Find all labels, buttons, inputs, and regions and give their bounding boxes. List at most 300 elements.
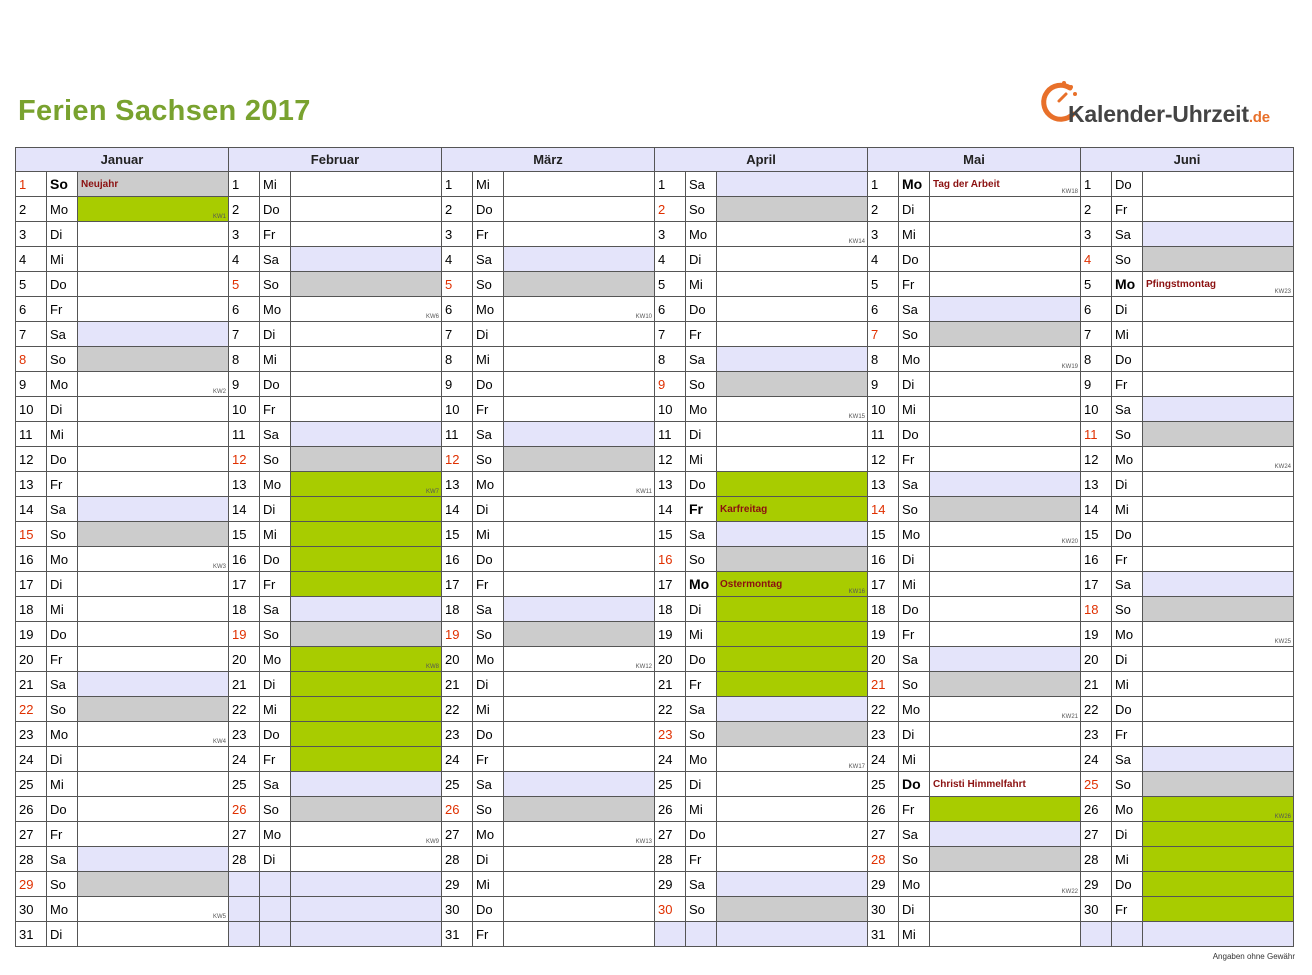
day-number: 22 — [868, 697, 899, 722]
day-number: 19 — [655, 622, 686, 647]
day-number: 14 — [16, 497, 47, 522]
day-row — [16, 747, 1294, 772]
weekday: Di — [47, 397, 78, 422]
day-number: 28 — [1081, 847, 1112, 872]
weekday: Fr — [899, 622, 930, 647]
day-note — [1143, 822, 1294, 847]
day-number: 14 — [655, 497, 686, 522]
day-note — [504, 722, 655, 747]
logo-tld: .de — [1248, 109, 1270, 126]
weekday: So — [899, 322, 930, 347]
day-number: 1 — [868, 172, 899, 197]
empty-cell — [1112, 922, 1143, 947]
day-number: 23 — [1081, 722, 1112, 747]
holiday-name: Karfreitag — [720, 503, 768, 515]
weekday: Sa — [686, 697, 717, 722]
day-note — [78, 822, 229, 847]
day-note — [717, 372, 868, 397]
weekday: Mo — [260, 822, 291, 847]
weekday: Sa — [473, 772, 504, 797]
weekday: Fr — [686, 497, 717, 522]
day-note — [1143, 747, 1294, 772]
day-note — [717, 897, 868, 922]
day-note — [717, 597, 868, 622]
day-note — [930, 497, 1081, 522]
day-note — [930, 772, 1081, 797]
day-number: 3 — [1081, 222, 1112, 247]
weekday: Di — [260, 847, 291, 872]
weekday: Mo — [1112, 797, 1143, 822]
day-number: 7 — [868, 322, 899, 347]
day-note — [504, 297, 655, 322]
day-note — [504, 922, 655, 947]
week-number: KW23 — [1274, 289, 1291, 295]
day-note — [1143, 672, 1294, 697]
day-number: 1 — [1081, 172, 1112, 197]
week-number: KW25 — [1274, 639, 1291, 645]
day-number: 16 — [655, 547, 686, 572]
day-note — [78, 772, 229, 797]
weekday: Di — [686, 422, 717, 447]
day-note — [291, 672, 442, 697]
weekday: Di — [686, 772, 717, 797]
day-number: 10 — [16, 397, 47, 422]
day-note — [717, 547, 868, 572]
day-number: 20 — [442, 647, 473, 672]
day-note — [291, 497, 442, 522]
day-row — [16, 247, 1294, 272]
day-note — [504, 397, 655, 422]
weekday: Do — [1112, 697, 1143, 722]
day-number: 6 — [868, 297, 899, 322]
weekday: Do — [1112, 172, 1143, 197]
empty-cell — [1143, 922, 1294, 947]
day-number: 13 — [16, 472, 47, 497]
weekday: So — [473, 797, 504, 822]
weekday: Di — [260, 672, 291, 697]
day-number: 16 — [229, 547, 260, 572]
day-number: 26 — [655, 797, 686, 822]
day-note — [504, 647, 655, 672]
weekday: Fr — [473, 222, 504, 247]
weekday: Do — [686, 472, 717, 497]
day-note — [291, 347, 442, 372]
day-note — [717, 647, 868, 672]
day-note — [1143, 572, 1294, 597]
weekday: So — [686, 722, 717, 747]
day-note — [1143, 522, 1294, 547]
day-number: 25 — [1081, 772, 1112, 797]
day-number: 14 — [442, 497, 473, 522]
day-number: 10 — [655, 397, 686, 422]
weekday: Di — [899, 547, 930, 572]
day-note — [717, 222, 868, 247]
weekday: Sa — [473, 422, 504, 447]
day-number: 28 — [229, 847, 260, 872]
day-number: 30 — [655, 897, 686, 922]
day-note — [291, 722, 442, 747]
day-note — [930, 297, 1081, 322]
weekday: Sa — [686, 172, 717, 197]
weekday: Fr — [47, 822, 78, 847]
day-note — [504, 622, 655, 647]
weekday: Fr — [260, 747, 291, 772]
weekday: Mi — [260, 172, 291, 197]
day-note — [717, 672, 868, 697]
week-number: KW16 — [848, 589, 865, 595]
weekday: So — [1112, 247, 1143, 272]
day-number: 26 — [16, 797, 47, 822]
day-note — [717, 797, 868, 822]
day-row — [16, 172, 1294, 197]
day-note — [717, 697, 868, 722]
weekday: Do — [899, 247, 930, 272]
week-number: KW9 — [425, 839, 439, 845]
weekday: Mo — [686, 747, 717, 772]
week-number: KW1 — [212, 214, 226, 220]
weekday: Sa — [686, 522, 717, 547]
weekday: So — [260, 272, 291, 297]
week-number: KW26 — [1274, 814, 1291, 820]
weekday: Mi — [686, 447, 717, 472]
month-header: April — [655, 148, 868, 172]
day-number: 2 — [229, 197, 260, 222]
day-note — [291, 247, 442, 272]
weekday: Mi — [473, 172, 504, 197]
weekday: Do — [260, 722, 291, 747]
weekday: Mi — [260, 522, 291, 547]
day-note — [291, 547, 442, 572]
day-number: 12 — [229, 447, 260, 472]
day-note — [291, 422, 442, 447]
weekday: Do — [899, 597, 930, 622]
day-number: 4 — [655, 247, 686, 272]
day-note — [1143, 622, 1294, 647]
day-row — [16, 447, 1294, 472]
day-note — [291, 297, 442, 322]
weekday: Mi — [47, 597, 78, 622]
holiday-name: Christi Himmelfahrt — [933, 778, 1026, 790]
day-number: 11 — [16, 422, 47, 447]
day-note — [930, 222, 1081, 247]
day-note — [717, 322, 868, 347]
weekday: Mi — [899, 397, 930, 422]
day-number: 2 — [655, 197, 686, 222]
week-number: KW21 — [1061, 714, 1078, 720]
weekday: Mi — [47, 422, 78, 447]
week-number: KW5 — [212, 914, 226, 920]
day-row — [16, 372, 1294, 397]
weekday: Mo — [686, 222, 717, 247]
day-note — [717, 847, 868, 872]
day-number: 9 — [868, 372, 899, 397]
day-note — [504, 597, 655, 622]
day-row — [16, 547, 1294, 572]
day-number: 24 — [442, 747, 473, 772]
day-note — [717, 397, 868, 422]
day-note — [78, 622, 229, 647]
day-number: 6 — [1081, 297, 1112, 322]
week-number: KW19 — [1061, 364, 1078, 370]
weekday: Sa — [260, 247, 291, 272]
day-note — [291, 522, 442, 547]
day-note — [78, 872, 229, 897]
day-note — [504, 772, 655, 797]
day-note — [78, 697, 229, 722]
day-number: 24 — [229, 747, 260, 772]
day-number: 7 — [655, 322, 686, 347]
holiday-name: Pfingstmontag — [1146, 278, 1216, 290]
day-number: 18 — [229, 597, 260, 622]
weekday: Mo — [899, 172, 930, 197]
weekday: Fr — [260, 397, 291, 422]
day-note — [291, 697, 442, 722]
day-row — [16, 772, 1294, 797]
day-note — [291, 447, 442, 472]
day-note — [78, 422, 229, 447]
day-row — [16, 272, 1294, 297]
weekday: Di — [899, 372, 930, 397]
day-number: 4 — [868, 247, 899, 272]
day-note — [1143, 597, 1294, 622]
day-note — [78, 172, 229, 197]
weekday: Sa — [47, 847, 78, 872]
day-note — [504, 697, 655, 722]
day-row — [16, 847, 1294, 872]
weekday: Mo — [260, 472, 291, 497]
day-note — [717, 872, 868, 897]
day-number: 7 — [16, 322, 47, 347]
day-note — [504, 572, 655, 597]
day-number: 23 — [229, 722, 260, 747]
week-number: KW13 — [635, 839, 652, 845]
day-note — [717, 472, 868, 497]
weekday: Do — [1112, 347, 1143, 372]
weekday: Sa — [473, 247, 504, 272]
weekday: Mo — [1112, 622, 1143, 647]
day-number: 8 — [16, 347, 47, 372]
weekday: Do — [47, 272, 78, 297]
day-number: 1 — [442, 172, 473, 197]
day-number: 7 — [229, 322, 260, 347]
day-note — [930, 872, 1081, 897]
day-note — [504, 472, 655, 497]
day-note — [717, 722, 868, 747]
day-number: 4 — [442, 247, 473, 272]
weekday: So — [47, 697, 78, 722]
weekday: So — [260, 797, 291, 822]
day-row — [16, 222, 1294, 247]
weekday: So — [1112, 772, 1143, 797]
month-header: Juni — [1081, 148, 1294, 172]
day-note — [1143, 372, 1294, 397]
weekday: Mo — [473, 822, 504, 847]
weekday: Mo — [47, 547, 78, 572]
weekday: Mo — [686, 397, 717, 422]
day-note — [1143, 472, 1294, 497]
day-note — [504, 797, 655, 822]
day-number: 3 — [868, 222, 899, 247]
weekday: Mi — [686, 622, 717, 647]
weekday: Fr — [260, 222, 291, 247]
empty-cell — [655, 922, 686, 947]
day-number: 2 — [868, 197, 899, 222]
month-header: Mai — [868, 148, 1081, 172]
brand-logo[interactable] — [1040, 74, 1300, 134]
day-number: 22 — [229, 697, 260, 722]
day-note — [930, 447, 1081, 472]
day-number: 19 — [442, 622, 473, 647]
day-number: 21 — [868, 672, 899, 697]
weekday: So — [1112, 422, 1143, 447]
day-note — [717, 572, 868, 597]
weekday: Mi — [1112, 497, 1143, 522]
week-number: KW18 — [1061, 189, 1078, 195]
weekday: Fr — [1112, 197, 1143, 222]
weekday: Mo — [473, 472, 504, 497]
day-number: 8 — [442, 347, 473, 372]
day-note — [504, 447, 655, 472]
day-note — [78, 597, 229, 622]
day-note — [291, 222, 442, 247]
day-number: 20 — [655, 647, 686, 672]
day-note — [717, 747, 868, 772]
day-number: 21 — [229, 672, 260, 697]
weekday: Sa — [47, 672, 78, 697]
day-note — [78, 747, 229, 772]
month-header: Januar — [16, 148, 229, 172]
day-number: 13 — [655, 472, 686, 497]
day-note — [930, 922, 1081, 947]
day-note — [504, 322, 655, 347]
day-number: 30 — [868, 897, 899, 922]
weekday: Di — [47, 572, 78, 597]
day-note — [930, 247, 1081, 272]
day-row — [16, 522, 1294, 547]
day-row — [16, 922, 1294, 947]
day-note — [1143, 722, 1294, 747]
weekday: Do — [473, 197, 504, 222]
day-note — [504, 172, 655, 197]
day-number: 21 — [442, 672, 473, 697]
day-number: 14 — [1081, 497, 1112, 522]
day-note — [717, 822, 868, 847]
weekday: Do — [473, 722, 504, 747]
day-note — [291, 172, 442, 197]
weekday: Mo — [899, 522, 930, 547]
week-number: KW22 — [1061, 889, 1078, 895]
weekday: Do — [473, 547, 504, 572]
day-note — [78, 322, 229, 347]
day-number: 18 — [442, 597, 473, 622]
weekday: So — [899, 672, 930, 697]
day-note — [930, 697, 1081, 722]
weekday: Mo — [686, 572, 717, 597]
day-number: 8 — [1081, 347, 1112, 372]
day-note — [1143, 897, 1294, 922]
weekday: Mo — [473, 297, 504, 322]
day-note — [717, 247, 868, 272]
weekday: Mo — [260, 297, 291, 322]
weekday: So — [260, 622, 291, 647]
day-number: 9 — [16, 372, 47, 397]
day-number: 15 — [868, 522, 899, 547]
day-number: 19 — [229, 622, 260, 647]
holiday-name: Tag der Arbeit — [933, 178, 1000, 190]
day-note — [291, 197, 442, 222]
week-number: KW14 — [848, 239, 865, 245]
day-row — [16, 672, 1294, 697]
day-number: 10 — [868, 397, 899, 422]
day-note — [717, 622, 868, 647]
day-number: 27 — [229, 822, 260, 847]
day-number: 4 — [1081, 247, 1112, 272]
empty-cell — [260, 922, 291, 947]
weekday: Sa — [899, 297, 930, 322]
day-note — [291, 622, 442, 647]
day-note — [1143, 872, 1294, 897]
day-number: 23 — [16, 722, 47, 747]
weekday: So — [686, 897, 717, 922]
day-note — [504, 847, 655, 872]
day-note — [504, 747, 655, 772]
day-number: 17 — [16, 572, 47, 597]
day-number: 7 — [1081, 322, 1112, 347]
day-number: 27 — [442, 822, 473, 847]
weekday: Sa — [1112, 222, 1143, 247]
day-number: 12 — [1081, 447, 1112, 472]
weekday: Mi — [1112, 847, 1143, 872]
week-number: KW4 — [212, 739, 226, 745]
day-number: 27 — [655, 822, 686, 847]
day-note — [717, 172, 868, 197]
weekday: Fr — [473, 572, 504, 597]
day-number: 28 — [442, 847, 473, 872]
day-note — [504, 222, 655, 247]
day-note — [78, 372, 229, 397]
day-note — [78, 922, 229, 947]
day-row — [16, 722, 1294, 747]
day-number: 17 — [442, 572, 473, 597]
day-number: 11 — [868, 422, 899, 447]
day-row — [16, 697, 1294, 722]
week-number: KW8 — [425, 664, 439, 670]
day-note — [930, 622, 1081, 647]
day-number: 29 — [442, 872, 473, 897]
day-number: 12 — [868, 447, 899, 472]
day-note — [1143, 497, 1294, 522]
day-number: 21 — [655, 672, 686, 697]
day-note — [291, 822, 442, 847]
day-note — [930, 272, 1081, 297]
day-note — [717, 197, 868, 222]
weekday: Di — [899, 722, 930, 747]
weekday: Di — [47, 747, 78, 772]
day-row — [16, 872, 1294, 897]
weekday: Do — [686, 822, 717, 847]
weekday: Do — [473, 897, 504, 922]
day-note — [717, 297, 868, 322]
day-number: 20 — [229, 647, 260, 672]
weekday: Fr — [473, 922, 504, 947]
day-note — [717, 422, 868, 447]
day-note — [78, 272, 229, 297]
weekday: Fr — [473, 747, 504, 772]
day-number: 28 — [16, 847, 47, 872]
weekday: So — [47, 347, 78, 372]
day-number: 15 — [229, 522, 260, 547]
day-number: 25 — [655, 772, 686, 797]
